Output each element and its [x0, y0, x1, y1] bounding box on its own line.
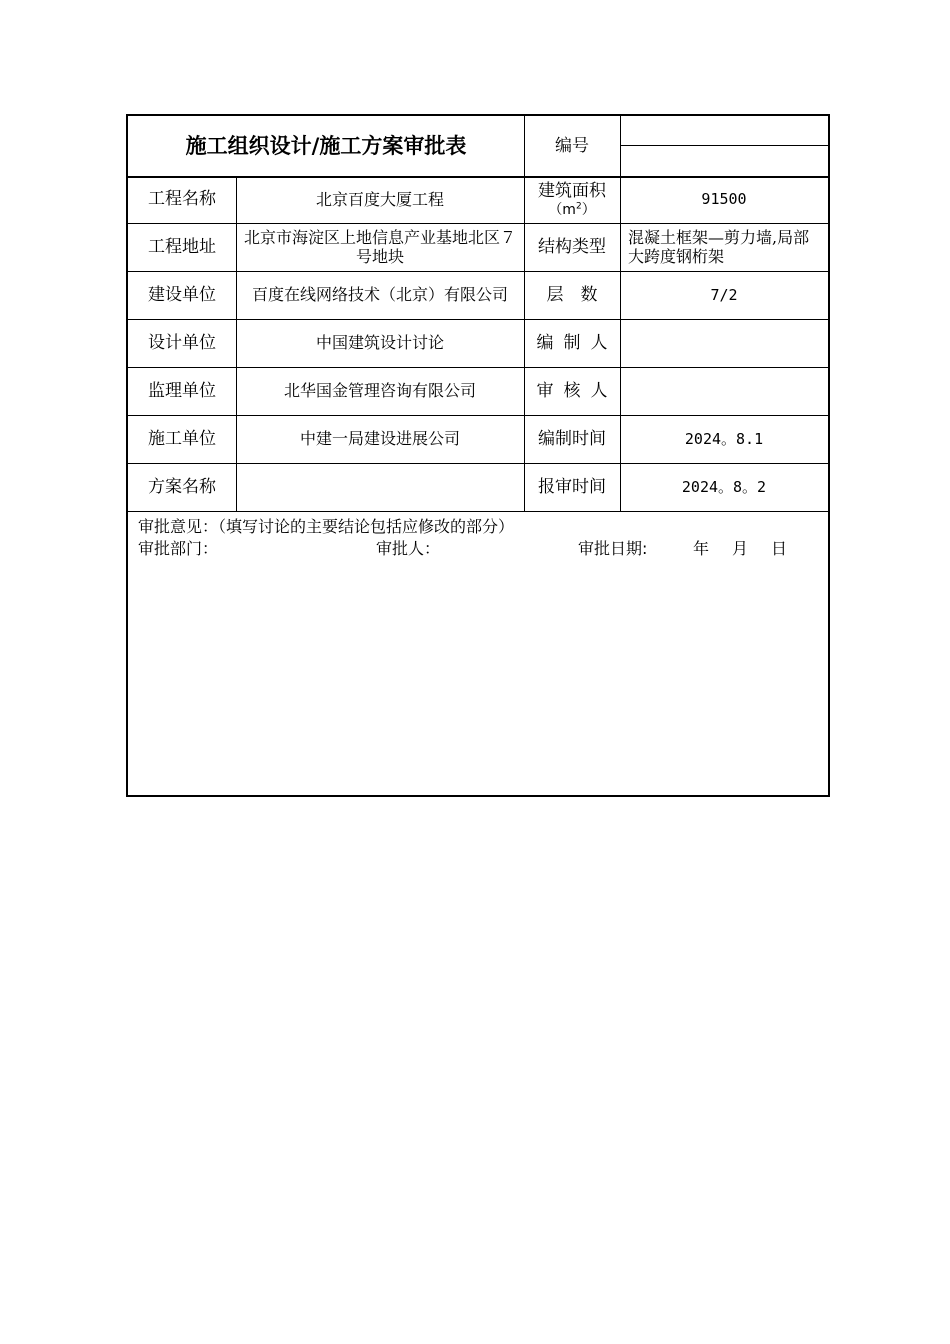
- compiler-value[interactable]: [620, 320, 828, 367]
- submit-date-label: 报审时间: [538, 476, 606, 497]
- area-label-unit: [548, 202, 595, 218]
- area-unit-sup: 2: [575, 201, 582, 212]
- area-label-line1: 建筑面积: [538, 181, 606, 202]
- contractor-value[interactable]: 中建一局建设进展公司: [299, 429, 460, 449]
- address-value[interactable]: 北京市海淀区上地信息产业基地北区７号地块: [244, 228, 517, 266]
- reviewer-label: 审核人: [536, 380, 618, 401]
- designer-label: 设计单位: [148, 332, 216, 353]
- compile-date-value[interactable]: 2024。8.1: [684, 429, 764, 448]
- compile-date-label: 编制时间: [538, 428, 606, 449]
- supervisor-value[interactable]: 北华国金管理咨询有限公司: [283, 381, 476, 401]
- approval-date-label: 审批日期:: [578, 539, 648, 558]
- supervisor-label: 监理单位: [148, 380, 216, 401]
- year-label: 年: [693, 539, 710, 558]
- number-value-1[interactable]: [620, 116, 828, 145]
- form-title: 施工组织设计/施工方案审批表: [185, 134, 467, 159]
- area-unit-text: （m: [548, 201, 576, 218]
- plan-name-label: 方案名称: [148, 476, 216, 497]
- address-label: 工程地址: [148, 236, 216, 257]
- builder-value[interactable]: 百度在线网络技术（北京）有限公司: [251, 285, 508, 305]
- submit-date-value[interactable]: 2024。8。2: [681, 477, 767, 496]
- number-label: 编号: [555, 135, 589, 156]
- day-label: 日: [771, 539, 788, 558]
- contractor-label: 施工单位: [148, 428, 216, 449]
- area-unit-close: ）: [581, 201, 596, 218]
- area-label: [524, 177, 620, 223]
- approval-form: [126, 114, 830, 797]
- opinion-label: 审批意见：（填写讨论的主要结论包括应修改的部分）: [138, 517, 515, 536]
- approver-label: 审批人：: [376, 539, 441, 558]
- floors-label: 层 数: [546, 284, 598, 305]
- plan-name-value[interactable]: [236, 464, 524, 511]
- dept-label: 审批部门：: [138, 539, 219, 558]
- project-name-label: 工程名称: [148, 189, 216, 210]
- designer-value[interactable]: 中国建筑设计讨论: [315, 333, 444, 353]
- project-name-value[interactable]: 北京百度大厦工程: [315, 189, 444, 209]
- floors-value[interactable]: 7/2: [710, 285, 738, 304]
- builder-label: 建设单位: [148, 284, 216, 305]
- approval-opinion-section[interactable]: [128, 512, 828, 795]
- month-label: 月: [732, 539, 749, 558]
- compiler-label: 编制人: [536, 332, 618, 353]
- area-value[interactable]: 91500: [701, 190, 747, 209]
- structure-value[interactable]: 混凝土框架—剪力墙,局部大跨度钢桁架: [628, 228, 810, 266]
- structure-label: 结构类型: [538, 236, 606, 257]
- reviewer-value[interactable]: [620, 368, 828, 415]
- number-value-2[interactable]: [620, 145, 828, 176]
